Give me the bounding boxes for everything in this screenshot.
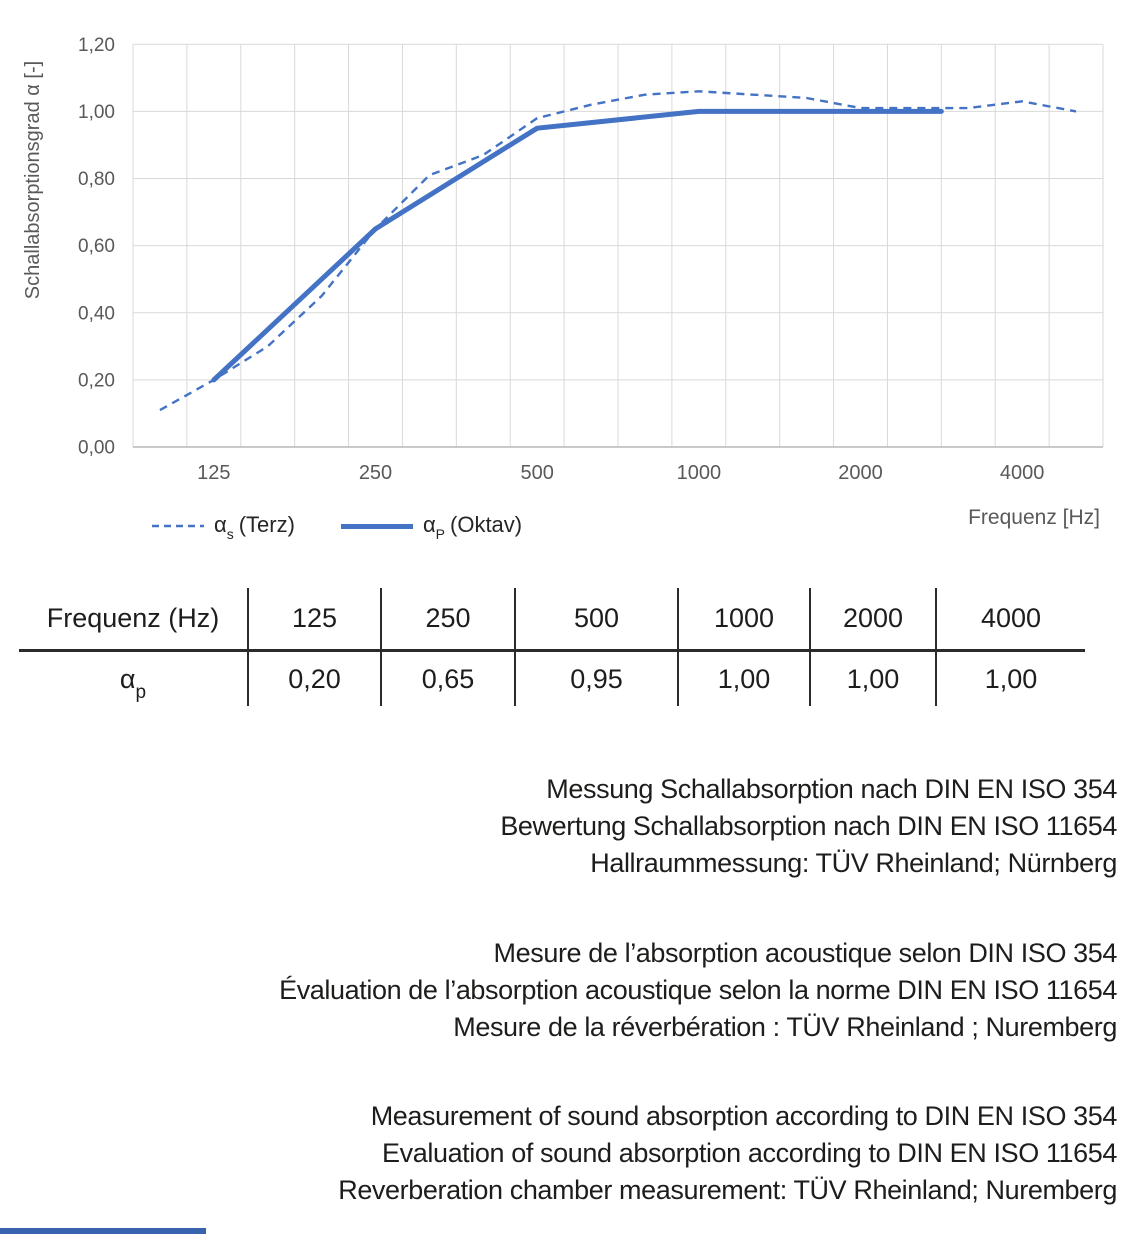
solid-line-swatch (341, 524, 413, 529)
note-line: Reverberation chamber measurement: TÜV Rheinland; Nuremberg (338, 1175, 1117, 1205)
legend-text: (Oktav) (450, 512, 523, 537)
header-cell-1000: 1000 (679, 588, 811, 649)
note-line: Mesure de la réverbération : TÜV Rheinland ; Nuremberg (453, 1012, 1117, 1042)
note-line: Bewertung Schallabsorption nach DIN EN ISO 11654 (500, 811, 1117, 841)
alpha-subscript: s (226, 526, 234, 543)
header-cell-2000: 2000 (811, 588, 937, 649)
y-tick-label: 1,00 (78, 101, 115, 123)
notes-english (0, 1098, 1135, 1209)
note-line: Evaluation of sound absorption according to DIN EN ISO 11654 (382, 1138, 1117, 1168)
x-tick-label: 250 (358, 462, 393, 484)
legend-label-oktav (422, 512, 523, 543)
chart-legend (152, 512, 523, 543)
alpha-symbol: α (119, 664, 136, 694)
alpha-subscript: p (135, 682, 147, 704)
y-tick-label: 0,60 (78, 236, 115, 258)
y-tick-label: 0,40 (78, 303, 115, 325)
x-axis-title: Frequenz [Hz] (968, 506, 1100, 529)
y-tick-label: 0,80 (78, 169, 115, 191)
x-tick-label: 2000 (838, 462, 883, 484)
notes-french (0, 935, 1135, 1046)
value-cell-1000: 1,00 (679, 652, 811, 706)
y-tick-label: 1,20 (78, 34, 115, 56)
header-cell-500: 500 (516, 588, 679, 649)
note-line: Hallraummessung: TÜV Rheinland; Nürnberg (590, 848, 1117, 878)
value-cell-500: 0,95 (516, 652, 679, 706)
legend-label-terz (214, 512, 295, 543)
header-cell-125: 125 (249, 588, 382, 649)
y-tick-label: 0,20 (78, 370, 115, 392)
row-label-alpha-p (19, 652, 249, 706)
value-cell-125: 0,20 (249, 652, 382, 706)
absorption-table (19, 588, 1085, 706)
note-line: Measurement of sound absorption according to DIN EN ISO 354 (370, 1101, 1117, 1131)
dashed-line-swatch (152, 523, 204, 529)
table-data-row (19, 652, 1085, 706)
y-tick-label: 0,00 (78, 437, 115, 459)
value-cell-2000: 1,00 (811, 652, 937, 706)
alpha-symbol: α (214, 512, 227, 537)
x-tick-label: 500 (520, 462, 554, 484)
legend-text: (Terz) (238, 512, 295, 537)
header-cell-4000: 4000 (980, 603, 1042, 633)
y-axis-title: Schallabsorptionsgrad α [-] (22, 60, 44, 300)
table-header-row (19, 588, 1085, 652)
note-line: Messung Schallabsorption nach DIN EN ISO 354 (546, 774, 1117, 804)
legend-item-oktav (341, 512, 523, 543)
footer-accent-bar (0, 1228, 206, 1234)
legend-item-terz (152, 512, 295, 543)
header-cell-frequency: Frequenz (Hz) (19, 588, 249, 649)
value-cell-4000: 1,00 (984, 664, 1038, 694)
x-tick-label: 4000 (999, 462, 1045, 484)
header-cell-250: 250 (382, 588, 516, 649)
x-tick-label: 1000 (676, 462, 722, 484)
absorption-chart (0, 0, 1135, 560)
x-tick-label: 125 (197, 462, 231, 484)
value-cell-250: 0,65 (382, 652, 516, 706)
alpha-symbol: α (422, 512, 436, 537)
notes-german (0, 771, 1135, 882)
alpha-subscript: P (435, 526, 445, 543)
chart-canvas (0, 0, 1135, 560)
note-line: Évaluation de l’absorption acoustique selon la norme DIN EN ISO 11654 (279, 975, 1117, 1005)
note-line: Mesure de l’absorption acoustique selon DIN ISO 354 (493, 938, 1117, 968)
